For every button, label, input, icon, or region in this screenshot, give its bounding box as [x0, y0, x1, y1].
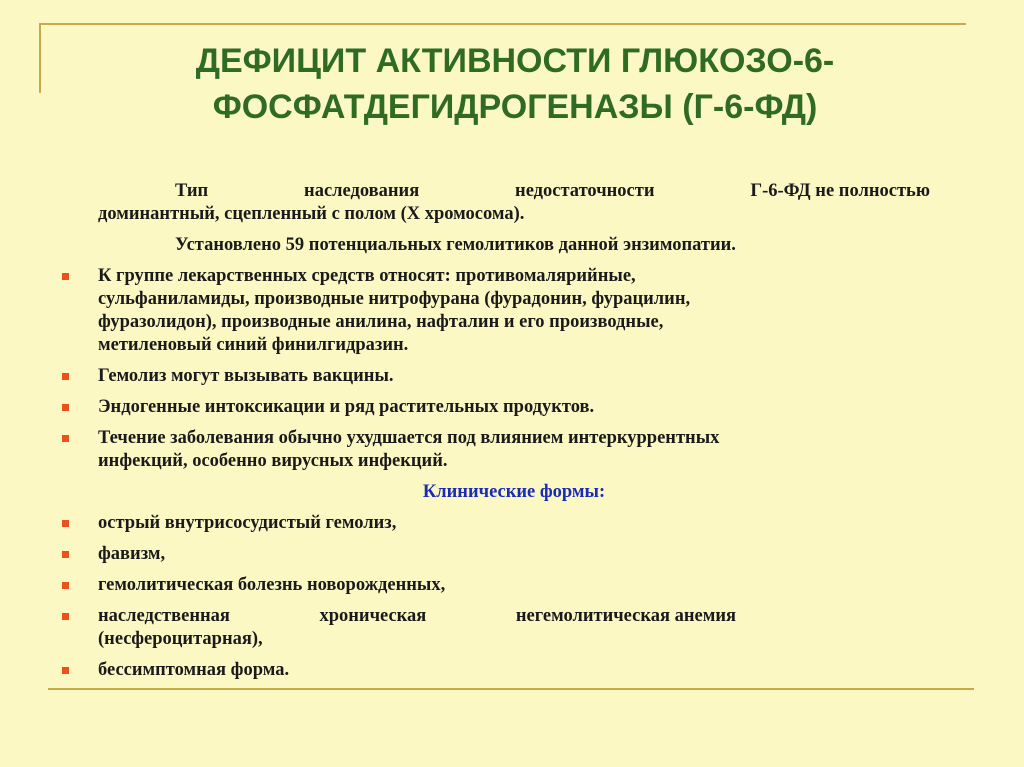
list-item-line: бессимптомная форма. — [98, 660, 290, 680]
bullet-square-icon — [62, 373, 69, 380]
slide-title-line-2: ФОСФАТДЕГИДРОГЕНАЗЫ (Г-6-ФД) — [212, 88, 818, 126]
list-item — [60, 543, 930, 566]
list-item-line: фавизм, — [98, 544, 166, 564]
list-item-line: Эндогенные интоксикации и ряд растительных продуктов. — [98, 397, 595, 417]
list-item-line: гемолитическая болезнь новорожденных, — [98, 575, 446, 595]
list-item — [60, 396, 930, 419]
list-item — [60, 365, 930, 388]
bullet-square-icon — [62, 520, 69, 527]
list-item-line: Гемолиз могут вызывать вакцины. — [98, 366, 394, 386]
bullet-square-icon — [62, 404, 69, 411]
list-item — [60, 427, 930, 473]
list-item-line: (несфероцитарная), — [98, 629, 263, 649]
intro-paragraph-2: Установлено 59 потенциальных гемолитиков данной энзимопатии. — [175, 235, 736, 255]
list-item — [60, 605, 930, 651]
clinical-forms-heading: Клинические формы: — [422, 482, 606, 502]
list-item-line: Течение заболевания обычно ухудшается под влиянием интеркуррентных — [98, 428, 720, 448]
list-item — [60, 574, 930, 597]
list-item — [60, 659, 930, 682]
bullet-square-icon — [62, 613, 69, 620]
list-item-word: негемолитическая анемия — [515, 606, 736, 626]
list-item-line: К группе лекарственных средств относят: противомалярийные, — [98, 266, 636, 286]
bullet-square-icon — [62, 582, 69, 589]
slide-title — [60, 38, 970, 130]
list-item — [60, 512, 930, 535]
slide-title-line-1: ДЕФИЦИТ АКТИВНОСТИ ГЛЮКОЗО-6- — [195, 42, 835, 80]
list-item-word: хроническая — [319, 606, 427, 626]
list-item-line: сульфаниламиды, производные нитрофурана (фурадонин, фурацилин, — [98, 289, 691, 309]
list-item — [60, 265, 930, 357]
intro-paragraph-1 — [60, 180, 930, 226]
frame-bottom-line — [48, 688, 974, 690]
bullet-square-icon — [62, 551, 69, 558]
list-item-line: метиленовый синий финилгидразин. — [98, 335, 409, 355]
intro-paragraph-1-line-2: доминантный, сцепленный с полом (Х хромосома). — [98, 204, 525, 224]
list-item-line: инфекций, особенно вирусных инфекций. — [98, 451, 448, 471]
bullet-square-icon — [62, 273, 69, 280]
frame-left-line — [39, 23, 41, 93]
list-item-word: наследственная — [98, 606, 230, 626]
intro-word: Г-6-ФД не полностью — [750, 181, 930, 201]
list-item-line: острый внутрисосудистый гемолиз, — [98, 513, 397, 533]
intro-word: наследования — [304, 181, 420, 201]
bullet-square-icon — [62, 667, 69, 674]
bullet-square-icon — [62, 435, 69, 442]
list-item-line: фуразолидон), производные анилина, нафталин и его производные, — [98, 312, 664, 332]
intro-word: недостаточности — [515, 181, 655, 201]
intro-paragraph-1-line-1 — [98, 180, 930, 203]
slide-content — [60, 180, 930, 682]
frame-top-line — [39, 23, 966, 25]
list-item-line — [98, 605, 736, 628]
intro-word: Тип — [175, 181, 209, 201]
